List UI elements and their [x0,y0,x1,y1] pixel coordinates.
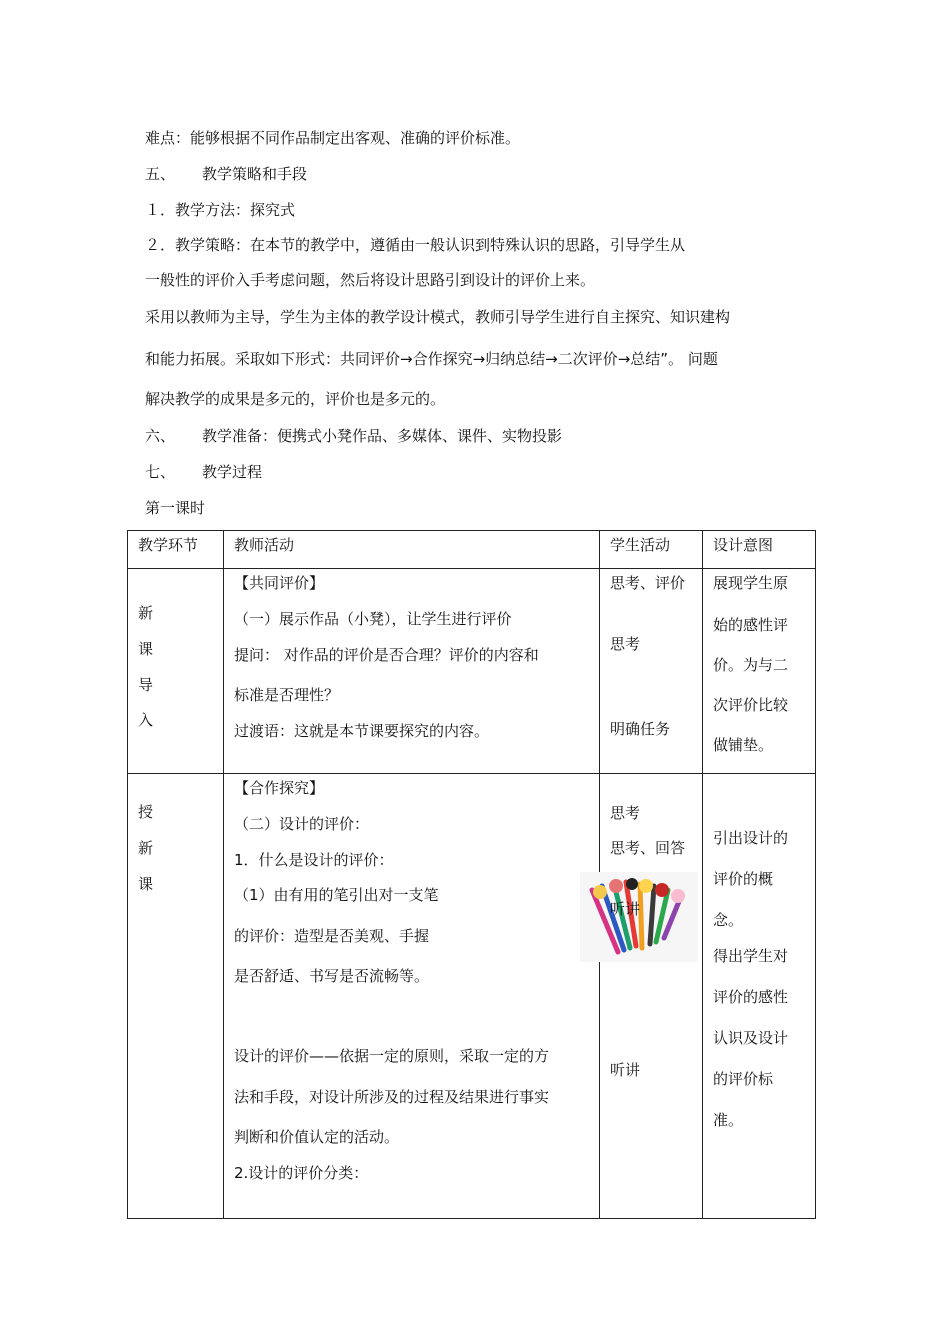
teacher-line: （1）由有用的笔引出对一支笔 [234,886,439,904]
header-teacher: 教师活动 [224,531,600,569]
teaching-method: １．教学方法：探究式 [145,201,296,219]
stage-char: 新 [138,604,154,622]
stage-cell [128,569,224,774]
teacher-line: 标准是否理性？ [234,686,340,704]
teacher-line: （二）设计的评价： [234,815,370,833]
student-line: 思考 [610,635,641,653]
teacher-line: 法和手段，对设计所涉及的过程及结果进行事实 [234,1088,550,1106]
section-7-title: 教学过程 [202,463,263,481]
teaching-mode-line1: 采用以教师为主导，学生为主体的教学设计模式，教师引导学生进行自主探究、知识建构 [145,308,731,326]
student-line: 明确任务 [610,720,671,738]
stage-char: 导 [138,676,154,694]
intent-line: 得出学生对 [713,947,789,965]
teaching-mode-line3: 解决教学的成果是多元的，评价也是多元的。 [145,390,446,408]
section-5-title: 教学策略和手段 [202,165,308,183]
stage-char: 课 [138,875,154,893]
teacher-line: 的评价：造型是否美观、手握 [234,927,430,945]
student-line: 思考、回答 [610,839,686,857]
stage-char: 授 [138,803,154,821]
intent-line: 评价的概 [713,870,774,888]
period-label: 第一课时 [145,499,206,517]
student-line: 思考、评价 [610,574,686,592]
student-activity-cell [600,569,703,774]
intent-line: 价。为与二 [713,656,789,674]
section-7-number: 七、 [145,463,176,481]
stage-char: 课 [138,640,154,658]
teacher-line: 1．什么是设计的评价： [234,851,394,869]
teacher-line: 2.设计的评价分类： [234,1164,369,1182]
student-activity-cell [600,774,703,1219]
design-intent-cell [703,774,816,1219]
intent-line: 次评价比较 [713,696,789,714]
intent-line: 始的感性评 [713,616,789,634]
student-line: 思考 [610,804,641,822]
teacher-activity-cell [224,569,600,774]
section-6-title: 教学准备：便携式小凳作品、多媒体、课件、实物投影 [202,427,563,445]
header-stage: 教学环节 [128,531,224,569]
header-student: 学生活动 [600,531,703,569]
intent-line: 展现学生原 [713,574,789,592]
teacher-line: 【合作探究】 [234,779,325,797]
intent-line: 的评价标 [713,1070,774,1088]
table-header-row [128,531,816,569]
teacher-line: 提问： 对作品的评价是否合理？评价的内容和 [234,646,539,664]
design-intent-cell [703,569,816,774]
intent-line: 认识及设计 [713,1029,789,1047]
teaching-strategy-line1: ２．教学策略：在本节的教学中，遵循由一般认识到特殊认识的思路，引导学生从 [145,236,686,254]
student-line: 听讲 [610,1061,641,1079]
table-row [128,774,816,1219]
teacher-line: 设计的评价——依据一定的原则，采取一定的方 [234,1047,550,1065]
teacher-line: （一）展示作品（小凳），让学生进行评价 [234,610,512,628]
table-row [128,569,816,774]
teaching-strategy-line2: 一般性的评价入手考虑问题，然后将设计思路引到设计的评价上来。 [145,271,596,289]
teacher-line: 【共同评价】 [234,574,325,592]
stage-cell [128,774,224,1219]
section-6-number: 六、 [145,427,176,445]
teacher-line: 是否舒适、书写是否流畅等。 [234,967,430,985]
intent-line: 引出设计的 [713,829,789,847]
stage-char: 新 [138,839,154,857]
stage-char: 入 [138,711,154,729]
teacher-line: 过渡语：这就是本节课要探究的内容。 [234,722,490,740]
student-line: 听讲 [610,900,641,918]
header-intent: 设计意图 [703,531,816,569]
teacher-activity-cell [224,774,600,1219]
teacher-line: 判断和价值认定的活动。 [234,1128,400,1146]
difficulty-text: 难点：能够根据不同作品制定出客观、准确的评价标准。 [145,129,521,147]
lesson-process-table [127,530,816,1219]
intent-line: 做铺垫。 [713,736,774,754]
section-5-number: 五、 [145,165,176,183]
intent-line: 准。 [713,1111,744,1129]
intent-line: 评价的感性 [713,988,789,1006]
intent-line: 念。 [713,911,744,929]
teaching-mode-line2: 和能力拓展。采取如下形式：共同评价→合作探究→归纳总结→二次评价→总结”。 问题 [145,350,718,368]
